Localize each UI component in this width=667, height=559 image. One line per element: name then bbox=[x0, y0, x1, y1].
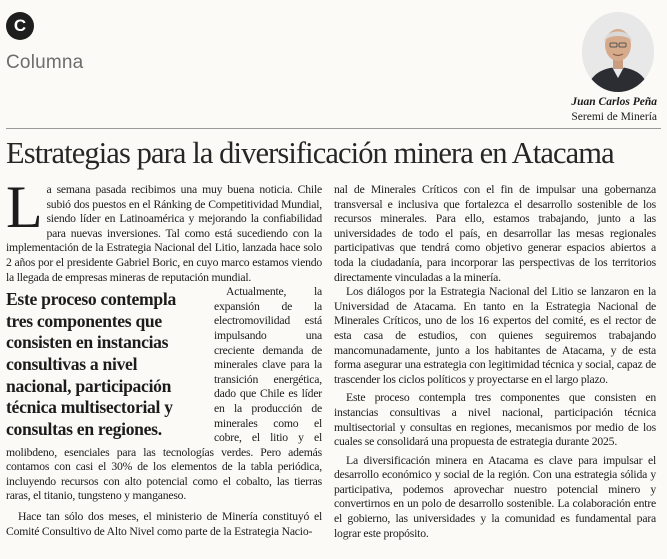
author-role: Seremi de Minería bbox=[571, 111, 657, 123]
paragraph-1-text: a semana pasada recibimos una muy buena noticia. Chile subió dos puestos en el Ránking de Competitividad Mundial, siendo líder en Latinoamérica y mejorando la confiabilidad para nuevas inversiones. Tal como está sucediendo con la implementación de la Estrategia Nacional del Litio, lanzada hace solo 2 años por el presidente Gabriel Boric, en cuyo marco estamos viendo la llegada de empresas mineras de reputación mundial. bbox=[6, 183, 322, 284]
headline: Estrategias para la diversificación minera en Atacama bbox=[6, 136, 614, 170]
pull-quote: Este proceso contempla tres componentes que consisten en instancias consultivas a nivel nacional, participación técnica multisectorial y consultas en regiones. bbox=[6, 289, 176, 439]
column-badge: C bbox=[6, 12, 34, 40]
header-divider bbox=[6, 128, 661, 129]
paragraph-4: nal de Minerales Críticos con el fin de impulsar una gobernanza transversal e inclusiva que fortalezca el desarrollo sostenible de los recursos minerales. Para ello, estamos trabajando, junto a las universidades de todo el país, en desarrollar las mesas regionales participativas que tendrá como objetivo generar espacios abiertos a toda la ciudadanía, para incorporar las perspectivas de los territorios directamente vinculadas a la minería. bbox=[334, 183, 656, 284]
paragraph-2: Actualmente, la expansión de la electromovilidad está impulsando una creciente demanda de minerales clave para la transición energética, dado que Chile es líder en la producción de minerales como el cobre, el litio y el molibdeno, esenciales para las tecnologías verdes. Pero además contamos con casi el 30% de los elementos de la tabla periódica, incluyendo recursos con alto potencial como el cobalto, las tierras raras, el titanio, tungsteno y manganeso. bbox=[6, 285, 322, 503]
author-photo bbox=[582, 12, 654, 92]
section-label: Columna bbox=[6, 52, 84, 73]
paragraph-7: La diversificación minera en Atacama es clave para impulsar el desarrollo económico y social de la región. Con una estrategia sólida y participativa, podemos aprovechar nuestro potencial minero y convertirnos en un polo de desarrollo sostenible. La colaboración entre el gobierno, las universidades y la comunidad es fundamental para lograr este propósito. bbox=[334, 453, 656, 540]
article-column-1 bbox=[6, 174, 322, 539]
paragraph-3: Hace tan sólo dos meses, el ministerio de Minería constituyó el Comité Consultivo de Alto Nivel como parte de la Estrategia Nacio- bbox=[6, 510, 322, 538]
article-column-2 bbox=[334, 183, 656, 541]
drop-cap: L bbox=[6, 174, 43, 240]
paragraph-6: Este proceso contempla tres componentes que consisten en instancias consultivas a nivel nacional, participación técnica multisectorial y consultas en regiones, mecanismos por medio de los cuales se consolidará una propuesta de estrategia durante 2025. bbox=[334, 391, 656, 449]
author-byline bbox=[571, 95, 657, 125]
author-name: Juan Carlos Peña bbox=[571, 96, 657, 108]
paragraph-5: Los diálogos por la Estrategia Nacional del Litio se lanzaron en la Universidad de Atacama. En tanto en la Estrategia Nacional de Minerales Críticos, uno de los 16 expertos del comité, es el rector de esta casa de estudios, con quienes seguiremos trabajando mancomunadamente, junto a los habitantes de Atacama, y de esta forma asegurar una estrategia con legitimidad técnica y social, capaz de trascender los ciclos políticos y proyectarse en el largo plazo. bbox=[334, 285, 656, 386]
paragraph-1 bbox=[6, 174, 322, 285]
